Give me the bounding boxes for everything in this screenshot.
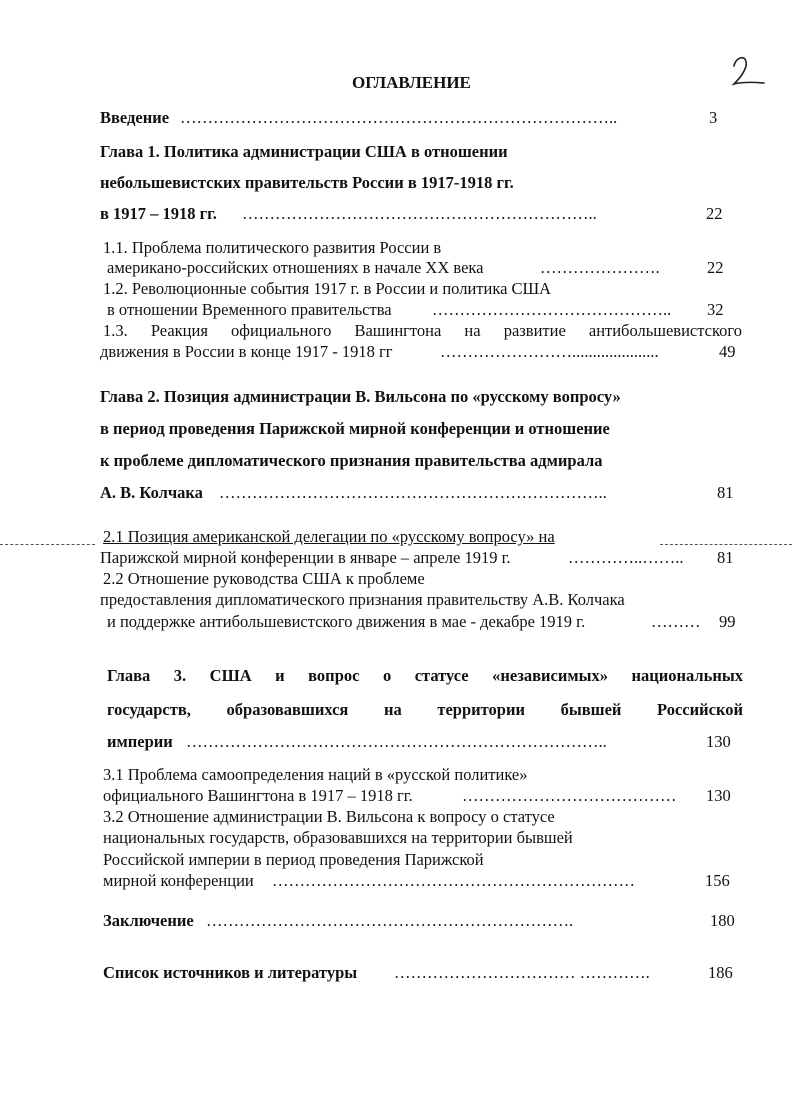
section-1-3-dots: ……………………..................... <box>440 342 659 361</box>
chapter-3-page: 130 <box>706 732 731 751</box>
toc-intro-label: Введение <box>100 108 170 127</box>
chapter-3-title-line3: империи <box>107 732 173 751</box>
toc-conclusion-page: 180 <box>710 911 735 930</box>
section-1-1-line1: 1.1. Проблема политического развития России в <box>103 238 442 257</box>
handwritten-page-number <box>728 52 768 88</box>
chapter-2-title-line3: к проблеме дипломатического признания правительства адмирала <box>100 451 603 470</box>
toc-conclusion-dots: …………………………………………………………. <box>206 911 574 930</box>
chapter-3-title-line1: Глава 3. США и вопрос о статусе «независимых» национальных <box>107 666 743 685</box>
scan-artifact-line-left <box>0 544 95 546</box>
section-2-1-page: 81 <box>717 548 734 567</box>
chapter-1-title-line3: в 1917 – 1918 гг. <box>100 204 217 223</box>
section-1-3-line2: движения в России в конце 1917 - 1918 гг <box>100 342 393 361</box>
page-title: ОГЛАВЛЕНИЕ <box>352 73 471 92</box>
toc-intro-page: 3 <box>709 108 718 127</box>
toc-intro-dots: …………………………………………………………………….. <box>180 108 618 127</box>
section-3-1-dots: ………………………………… <box>462 786 677 805</box>
chapter-2-dots: …………………………………………………………….. <box>219 483 607 502</box>
chapter-2-title-line2: в период проведения Парижской мирной конференции и отношение <box>100 419 610 438</box>
chapter-3-dots: ………………………………………………………………….. <box>186 732 607 751</box>
section-1-2-line1: 1.2. Революционные события 1917 г. в России и политика США <box>103 279 552 298</box>
toc-conclusion-label: Заключение <box>103 911 194 930</box>
section-1-1-dots: …………………. <box>540 258 660 277</box>
section-1-2-line2: в отношении Временного правительства <box>107 300 392 319</box>
chapter-1-dots: ……………………………………………………….. <box>242 204 597 223</box>
chapter-1-title-line1: Глава 1. Политика администрации США в отношении <box>100 142 508 161</box>
section-2-2-dots: ……… <box>651 612 701 631</box>
section-2-1-dots: …………..…….. <box>568 548 684 567</box>
scan-artifact-line-right <box>660 544 792 546</box>
chapter-1-title-line2: небольшевистских правительств России в 1917-1918 гг. <box>100 173 514 192</box>
section-3-2-line2: национальных государств, образовавшихся на территории бывшей <box>103 828 573 847</box>
chapter-3-title-line2: государств, образовавшихся на территории бывшей Российской <box>107 700 743 719</box>
section-2-2-line2: предоставления дипломатического признания правительству А.В. Колчака <box>100 590 625 609</box>
section-2-2-line1: 2.2 Отношение руководства США к проблеме <box>103 569 425 588</box>
section-3-2-page: 156 <box>705 871 730 890</box>
section-2-1-line2: Парижской мирной конференции в январе – апреле 1919 г. <box>100 548 511 567</box>
section-1-3-line1: 1.3. Реакция официального Вашингтона на развитие антибольшевистского <box>103 321 742 340</box>
section-1-2-dots: …………………………………….. <box>432 300 672 319</box>
section-1-1-page: 22 <box>707 258 724 277</box>
chapter-2-page: 81 <box>717 483 734 502</box>
section-2-1-line1: 2.1 Позиция американской делегации по «русскому вопросу» на <box>103 527 555 546</box>
section-2-2-line3: и поддержке антибольшевистского движения в мае - декабре 1919 г. <box>107 612 586 631</box>
section-3-1-page: 130 <box>706 786 731 805</box>
section-3-1-line2: официального Вашингтона в 1917 – 1918 гг. <box>103 786 413 805</box>
section-3-2-line1: 3.2 Отношение администрации В. Вильсона к вопросу о статусе <box>103 807 555 826</box>
toc-sources-label: Список источников и литературы <box>103 963 358 982</box>
section-2-2-page: 99 <box>719 612 736 631</box>
section-1-3-page: 49 <box>719 342 736 361</box>
toc-sources-page: 186 <box>708 963 733 982</box>
chapter-2-title-line4: А. В. Колчака <box>100 483 203 502</box>
section-1-2-page: 32 <box>707 300 724 319</box>
section-3-2-dots: ………………………………………………………… <box>272 871 635 890</box>
section-3-2-line3: Российской империи в период проведения Парижской <box>103 850 484 869</box>
chapter-2-title-line1: Глава 2. Позиция администрации В. Вильсона по «русскому вопросу» <box>100 387 621 406</box>
section-1-1-line2: американо-российских отношениях в начале XX века <box>107 258 484 277</box>
toc-sources-dots: …………………………… …………. <box>394 963 650 982</box>
section-3-1-line1: 3.1 Проблема самоопределения наций в «русской политике» <box>103 765 528 784</box>
section-3-2-line4: мирной конференции <box>103 871 254 890</box>
chapter-1-page: 22 <box>706 204 723 223</box>
